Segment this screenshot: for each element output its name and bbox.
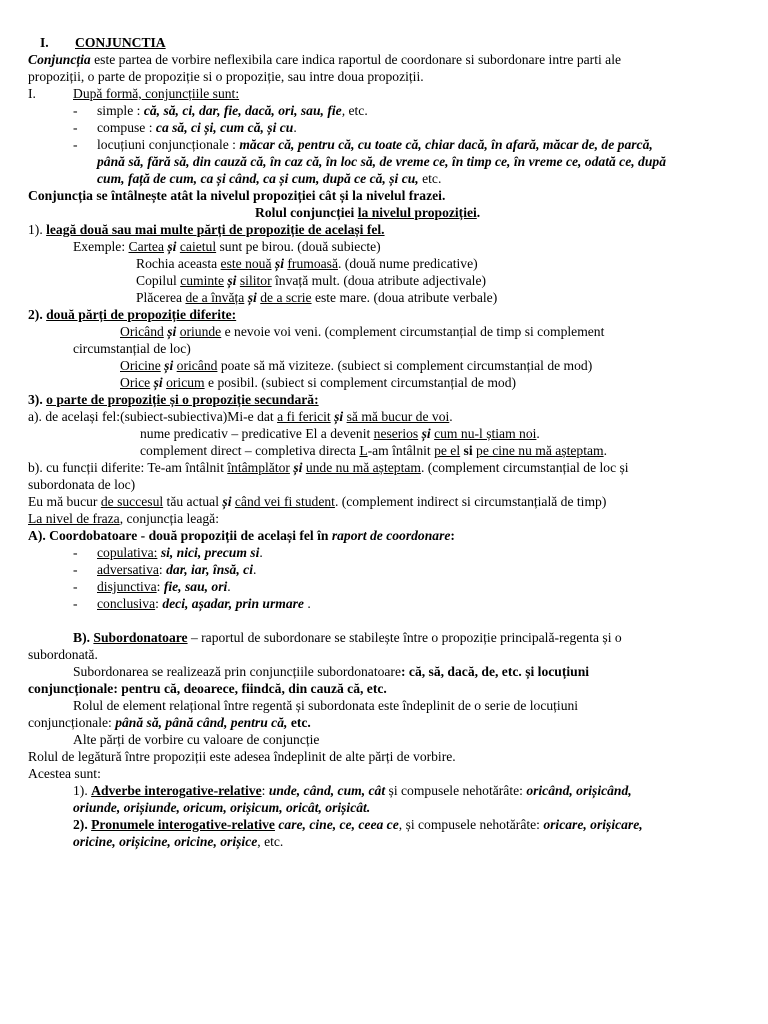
text-run: .	[252, 562, 257, 577]
text-run: și	[421, 426, 431, 441]
text-run: 2).	[73, 817, 92, 832]
text-line	[120, 323, 604, 340]
text-run: , și compusele nehotărâte:	[398, 817, 544, 832]
text-run: tău actual	[163, 494, 223, 509]
text-run: -	[73, 103, 78, 118]
text-run: .	[476, 205, 481, 220]
text-run: Rolul conjuncției	[255, 205, 358, 220]
text-run: ,	[341, 103, 346, 118]
text-run: este partea de vorbire neflexibila care indica raportul de coordonare si subordonare intre parti ale	[90, 52, 622, 67]
text-line	[73, 595, 78, 612]
text-run: .	[536, 426, 540, 441]
text-line	[28, 85, 36, 102]
text-line	[97, 578, 231, 595]
text-run: .	[259, 545, 263, 560]
text-run: L	[359, 443, 368, 458]
text-run: e posibil. (subiect si complement circumstanțial de mod)	[204, 375, 517, 390]
text-run: copulativa:	[97, 545, 158, 560]
text-run: si, nici, precum si	[160, 545, 260, 560]
text-line	[73, 119, 78, 136]
text-run: Exemple:	[73, 239, 129, 254]
text-run: a). de același fel:(subiect-subiectiva)Mi-e dat	[28, 409, 278, 424]
text-line	[73, 816, 643, 833]
text-run: adversativa	[97, 562, 159, 577]
text-run: caietul	[179, 239, 217, 254]
text-run: . (două nume predicative)	[338, 256, 478, 271]
text-run: b). cu funcții diferite: Te-am întâlnit	[28, 460, 228, 475]
text-run: Oricine	[120, 358, 161, 373]
text-run: să mă bucur de voi	[346, 409, 450, 424]
text-run: și compusele nehotărâte:	[385, 783, 527, 798]
text-run: CONJUNCTIA	[75, 35, 166, 50]
text-run: cum, față de cum, ca și când, ca și cum, după ce că, și cu,	[97, 171, 419, 186]
text-line	[136, 255, 478, 272]
text-run: B).	[73, 630, 94, 645]
text-run: etc.	[290, 715, 311, 730]
text-run: oricine, orișicine, oricine, orișice	[73, 834, 258, 849]
text-run: fie, sau, ori	[163, 579, 228, 594]
text-line	[73, 340, 191, 357]
text-run: A). Coordobatoare - două propoziții de același fel în	[28, 528, 332, 543]
text-run: și	[293, 460, 303, 475]
text-line	[140, 425, 540, 442]
text-line	[75, 34, 166, 51]
text-run: pe cine nu mă așteptam	[476, 443, 604, 458]
text-run: Plăcerea	[136, 290, 186, 305]
text-run: -	[73, 596, 78, 611]
text-line	[73, 85, 239, 102]
text-run: Pronumele interogative-relative	[91, 817, 275, 832]
text-run: :	[261, 783, 269, 798]
text-run: deci, așadar, prin urmare	[162, 596, 304, 611]
text-line	[97, 102, 368, 119]
text-run: :	[450, 528, 455, 543]
text-run: .	[303, 596, 311, 611]
text-run: și	[247, 290, 257, 305]
text-line	[28, 459, 629, 476]
text-run: subordonată.	[28, 647, 98, 662]
text-line	[140, 442, 607, 459]
text-run: Acestea sunt:	[28, 766, 101, 781]
text-run: -	[73, 137, 78, 152]
text-run: până să, până când, pentru că,	[115, 715, 288, 730]
text-run: cuminte	[180, 273, 224, 288]
text-run: nume predicativ – predicative El a devenit	[140, 426, 374, 441]
text-run: oriunde	[179, 324, 222, 339]
text-line	[73, 629, 622, 646]
text-run: oricum	[166, 375, 205, 390]
text-run: și	[227, 273, 237, 288]
text-run: raport de coordonare	[331, 528, 451, 543]
text-run: Conjuncția	[28, 52, 91, 67]
text-line	[97, 544, 263, 561]
text-run: silitor	[239, 273, 272, 288]
text-run: de succesul	[100, 494, 164, 509]
text-run: și	[167, 324, 177, 339]
text-line	[73, 663, 589, 680]
text-run: 1).	[28, 222, 47, 237]
text-run: Eu mă bucur	[28, 494, 101, 509]
text-run: și	[164, 358, 174, 373]
text-run: – raportul de subordonare se stabilește între o propoziție principală-regenta și o	[187, 630, 622, 645]
text-run: întâmplător	[227, 460, 290, 475]
text-run: etc.	[418, 171, 442, 186]
text-run: și	[334, 409, 344, 424]
text-run: :	[156, 579, 164, 594]
text-run: oricare, orișicare,	[543, 817, 643, 832]
text-line	[73, 578, 78, 595]
text-line	[73, 561, 78, 578]
text-run: locuțiuni conjuncționale :	[97, 137, 240, 152]
text-line	[97, 595, 311, 612]
text-run: etc.	[345, 103, 368, 118]
text-line	[73, 136, 78, 153]
text-line	[28, 221, 385, 238]
text-run: Rochia aceasta	[136, 256, 221, 271]
text-line	[28, 748, 456, 765]
text-line	[97, 170, 441, 187]
text-run: La nivel de fraza	[28, 511, 120, 526]
text-run: leagă două sau mai multe părți de propoziție de același fel.	[46, 222, 385, 237]
text-run: și	[274, 256, 284, 271]
text-run: complement direct – completiva directa	[140, 443, 360, 458]
text-line	[73, 544, 78, 561]
text-run: -	[73, 120, 78, 135]
text-run: 1).	[73, 783, 92, 798]
text-run: Oricând	[120, 324, 164, 339]
text-run: :	[158, 562, 167, 577]
text-line	[28, 476, 135, 493]
text-run: a fi fericit	[277, 409, 331, 424]
text-line	[28, 187, 445, 204]
text-line	[28, 408, 453, 425]
text-run: măcar că, pentru că, cu toate că, chiar dacă, în afară, măcar de, de parcă,	[239, 137, 653, 152]
text-run: cum nu-l știam noi	[434, 426, 537, 441]
text-run: și	[222, 494, 232, 509]
text-line	[28, 68, 424, 85]
text-run: este nouă	[220, 256, 272, 271]
text-run: . (complement circumstanțial de loc și	[420, 460, 629, 475]
text-run: pe el	[434, 443, 461, 458]
text-run: două părți de propoziție diferite:	[46, 307, 237, 322]
text-line	[28, 765, 101, 782]
text-line	[73, 731, 319, 748]
text-run: Orice	[120, 375, 151, 390]
text-run: unde nu mă așteptam	[305, 460, 421, 475]
text-run: și	[153, 375, 163, 390]
text-run: conclusiva	[97, 596, 156, 611]
text-run: dar, iar, însă, ci	[166, 562, 253, 577]
text-line	[120, 374, 516, 391]
text-run: si	[463, 443, 473, 458]
text-line	[136, 272, 486, 289]
text-run: Cartea	[128, 239, 164, 254]
text-run: neserios	[373, 426, 419, 441]
text-run: conjuncționale:	[28, 715, 116, 730]
text-line	[97, 561, 256, 578]
text-run: După formă, conjuncțiile sunt:	[73, 86, 240, 101]
text-run: -	[73, 579, 78, 594]
text-run: .	[603, 443, 608, 458]
text-line	[97, 136, 653, 153]
text-run: e nevoie voi veni. (complement circumstanțial de timp si complement	[221, 324, 605, 339]
text-run: conjuncționale: pentru că, deoarece, fiindcă, din cauză că, etc.	[28, 681, 387, 696]
text-run: : că, să, dacă, de, etc. și locuțiuni	[401, 664, 590, 679]
text-line	[73, 102, 78, 119]
text-run: până să, fără să, din cauză că, în caz că, în loc să, de vreme ce, în timp ce, în vreme ce, odată ce, după	[97, 154, 666, 169]
text-line	[28, 527, 455, 544]
text-run: Rolul de element relațional între regentă și subordonata este îndeplinit de o serie de locuțiuni	[73, 698, 579, 713]
text-line	[73, 833, 283, 850]
text-run: -am întâlnit	[367, 443, 435, 458]
text-run: :	[155, 596, 163, 611]
text-line	[28, 714, 311, 731]
text-run: , etc.	[257, 834, 284, 849]
text-run: Alte părți de vorbire cu valoare de conjuncție	[73, 732, 320, 747]
text-run: . (complement indirect si circumstanțială de timp)	[334, 494, 607, 509]
text-line	[28, 51, 621, 68]
text-run: poate să mă viziteze. (subiect si complement circumstanțial de mod)	[217, 358, 593, 373]
text-line	[73, 799, 370, 816]
text-run: -	[73, 562, 78, 577]
text-run: .	[227, 579, 231, 594]
text-run: o parte de propoziție și o propoziție secundară:	[46, 392, 319, 407]
text-run: 2).	[28, 307, 47, 322]
text-run: subordonata de loc)	[28, 477, 136, 492]
text-run: învață mult. (doua atribute adjectivale)	[271, 273, 487, 288]
text-run: , conjuncția leagă:	[119, 511, 219, 526]
text-line	[73, 238, 381, 255]
text-line	[136, 289, 497, 306]
text-line	[28, 306, 236, 323]
text-line	[255, 204, 480, 221]
text-run: I.	[28, 86, 36, 101]
text-run: Subordonatoare	[93, 630, 188, 645]
text-run: de a scrie	[260, 290, 312, 305]
text-run: Rolul de legătură între propoziții este adesea îndeplinit de alte părți de vorbire.	[28, 749, 456, 764]
text-run: care, cine, ce, ceea ce	[278, 817, 399, 832]
text-run: sunt pe birou. (două subiecte)	[216, 239, 381, 254]
text-run: disjunctiva	[97, 579, 157, 594]
text-run: .	[293, 120, 297, 135]
text-run: de a învăța	[185, 290, 245, 305]
text-run: Subordonarea se realizează prin conjuncțiile subordonatoare	[73, 664, 401, 679]
text-line	[73, 697, 578, 714]
text-run: Copilul	[136, 273, 181, 288]
text-line	[73, 782, 632, 799]
text-run: când vei fi student	[234, 494, 335, 509]
text-line	[28, 646, 98, 663]
text-run: frumoasă	[287, 256, 338, 271]
text-run: compuse :	[97, 120, 156, 135]
text-run: este mare. (doua atribute verbale)	[311, 290, 498, 305]
text-line	[28, 510, 219, 527]
text-run: circumstanțial de loc)	[73, 341, 191, 356]
text-line	[97, 119, 297, 136]
text-run: oricând	[176, 358, 218, 373]
text-run: Conjuncția se întâlnește atât la nivelul propoziției cât și la nivelul frazei.	[28, 188, 446, 203]
text-run: propoziții, o parte de propoziție si o propoziție, sau intre doua propoziții.	[28, 69, 424, 84]
text-run: la nivelul propoziției	[357, 205, 477, 220]
text-run: oriunde, orișiunde, oricum, orișicum, oricât, orișicât.	[73, 800, 371, 815]
text-run: 3).	[28, 392, 47, 407]
text-run: unde, când, cum, cât	[268, 783, 386, 798]
text-run: I.	[40, 35, 49, 50]
text-line	[28, 680, 387, 697]
text-run: că, să, ci, dar, fie, dacă, ori, sau, fie	[143, 103, 342, 118]
text-line	[28, 391, 319, 408]
text-line	[28, 493, 606, 510]
text-run: .	[449, 409, 453, 424]
text-run: simple :	[97, 103, 144, 118]
text-run: Adverbe interogative-relative	[91, 783, 262, 798]
text-line	[40, 34, 49, 51]
text-run: ca să, ci și, cum că, și cu	[155, 120, 294, 135]
text-run: oricând, orișicând,	[526, 783, 632, 798]
text-run: -	[73, 545, 78, 560]
text-line	[120, 357, 592, 374]
text-line	[97, 153, 666, 170]
text-run: și	[167, 239, 177, 254]
